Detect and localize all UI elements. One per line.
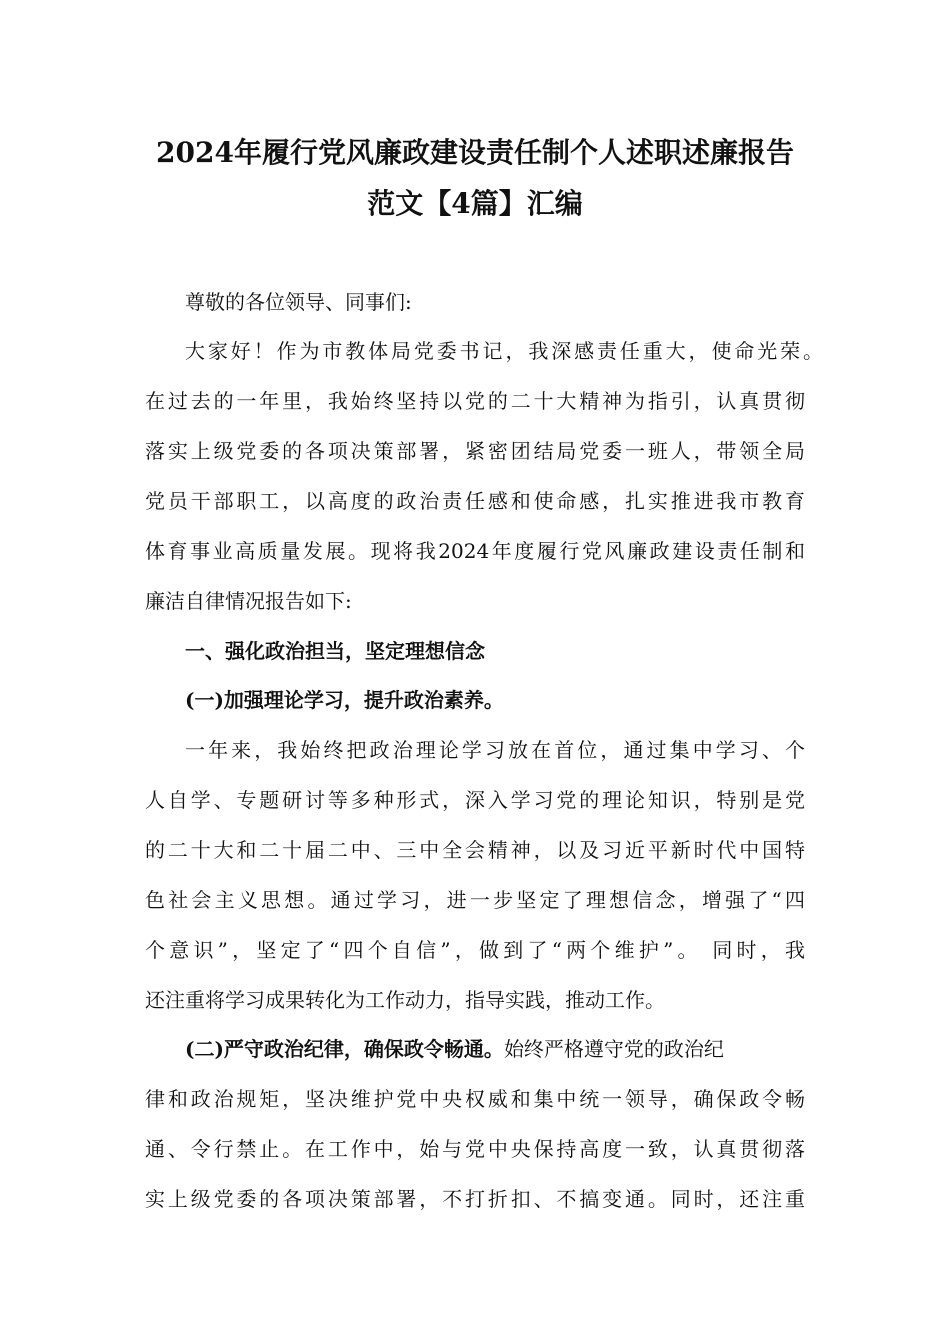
paragraph-2-line-5: 个意识”，坚定了“四个自信”，做到了“两个维护”。 同时，我	[145, 938, 805, 962]
subsection-2-heading: (二)严守政治纪律，确保政令畅通。	[185, 1037, 504, 1061]
paragraph-1-line-5: 体育事业高质量发展。现将我2024年度履行党风廉政建设责任制和	[145, 539, 805, 563]
paragraph-3-line-1	[185, 1034, 805, 1064]
paragraph-3-line-4: 实上级党委的各项决策部署，不打折扣、不搞变通。同时，还注重	[145, 1187, 805, 1211]
paragraph-2-line-4: 色社会主义思想。通过学习，进一步坚定了理想信念，增强了“四	[145, 888, 805, 912]
subsection-1-heading: (一)加强理论学习，提升政治素养。	[185, 688, 504, 712]
paragraph-2-line-1: 一年来，我始终把政治理论学习放在首位，通过集中学习、个	[185, 738, 805, 762]
paragraph-1-line-1: 大家好！作为市教体局党委书记，我深感责任重大，使命光荣。	[185, 339, 823, 363]
salutation: 尊敬的各位领导、同事们:	[185, 290, 412, 314]
paragraph-2-line-2: 人自学、专题研讨等多种形式，深入学习党的理论知识，特别是党	[145, 788, 805, 812]
section-1-heading: 一、强化政治担当，坚定理想信念	[185, 639, 485, 663]
paragraph-1-line-4: 党员干部职工，以高度的政治责任感和使命感，扎实推进我市教育	[145, 489, 805, 513]
paragraph-3-line-1-text: 始终严格遵守党的政治纪	[503, 1037, 724, 1061]
paragraph-1-line-6: 廉洁自律情况报告如下:	[145, 589, 352, 613]
document-title-line-1: 2024年履行党风廉政建设责任制个人述职述廉报告	[156, 136, 794, 169]
paragraph-3-line-2: 律和政治规矩，坚决维护党中央权威和集中统一领导，确保政令畅	[145, 1087, 805, 1111]
paragraph-1-line-3: 落实上级党委的各项决策部署，紧密团结局党委一班人，带领全局	[145, 439, 805, 463]
paragraph-2-line-3: 的二十大和二十届二中、三中全会精神，以及习近平新时代中国特	[145, 838, 805, 862]
paragraph-3-line-3: 通、令行禁止。在工作中，始与党中央保持高度一致，认真贯彻落	[145, 1137, 805, 1161]
paragraph-1-line-2: 在过去的一年里，我始终坚持以党的二十大精神为指引，认真贯彻	[145, 389, 805, 413]
document-title-line-2: 范文【4篇】汇编	[367, 187, 583, 220]
paragraph-2-line-6: 还注重将学习成果转化为工作动力，指导实践，推动工作。	[145, 988, 665, 1012]
